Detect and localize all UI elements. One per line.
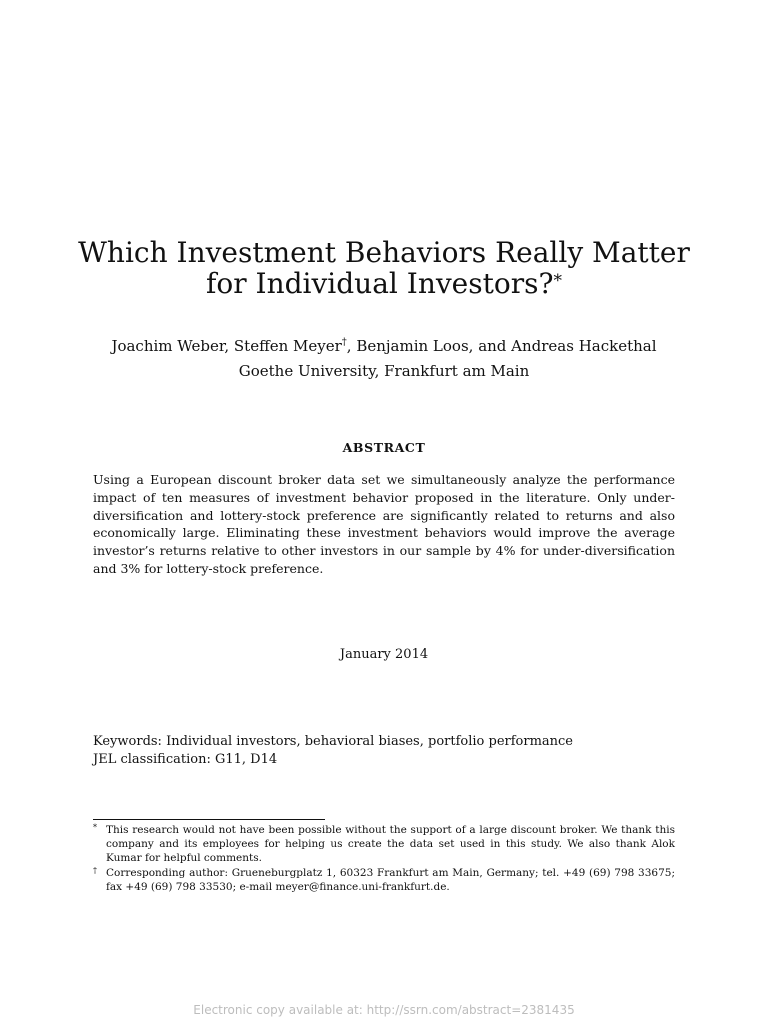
author-footnote-mark: †	[341, 337, 347, 348]
title-line-2-text: for Individual Investors?	[206, 267, 554, 300]
authors-part-1: Joachim Weber, Steffen Meyer	[111, 337, 342, 355]
abstract-body: Using a European discount broker data set we simultaneously analyze the performance impact of ten measures of investment behavior proposed in the literature. Only under-diversification and lottery-stock preference are significantly related to returns and also economically large. Eliminating these investment behaviors would improve the average investor’s returns relative to other investors in our sample by 4% for under-diversification and 3% for lottery-stock preference.	[93, 472, 675, 576]
title-line-2	[60, 268, 708, 299]
footnote-rule	[93, 819, 325, 820]
paper-title	[60, 237, 708, 299]
keywords-block	[93, 733, 693, 768]
keywords-line: Keywords: Individual investors, behavioral biases, portfolio performance	[93, 734, 573, 749]
publication-date: January 2014	[339, 647, 429, 662]
footnote-item	[93, 866, 675, 894]
footnote-item	[93, 823, 675, 865]
title-line-1: Which Investment Behaviors Really Matter	[78, 236, 690, 269]
footnote-text: Corresponding author: Grueneburgplatz 1, 60323 Frankfurt am Main, Germany; tel. +49 (69) 798 33675; fax +49 (69) 798 33530; e-mail meyer@finance.uni-frankfurt.de.	[106, 867, 675, 893]
footnote-mark: †	[93, 866, 97, 875]
ssrn-footer-link[interactable]: Electronic copy available at: http://ssrn.com/abstract=2381435	[193, 1003, 575, 1017]
author-list	[60, 334, 708, 355]
authors-part-2: , Benjamin Loos, and Andreas Hackethal	[346, 337, 657, 355]
jel-classification: JEL classification: G11, D14	[93, 751, 278, 767]
footnote-text: This research would not have been possible without the support of a large discount broker. We thank this company and its employees for helping us create the data set used in this study. We also thank Alok Kumar for helpful comments.	[106, 824, 675, 864]
footnote-mark: *	[93, 823, 97, 832]
footnotes	[93, 823, 675, 895]
abstract-heading: ABSTRACT	[342, 440, 426, 455]
affiliation: Goethe University, Frankfurt am Main	[238, 362, 530, 380]
title-footnote-mark: *	[553, 271, 562, 291]
